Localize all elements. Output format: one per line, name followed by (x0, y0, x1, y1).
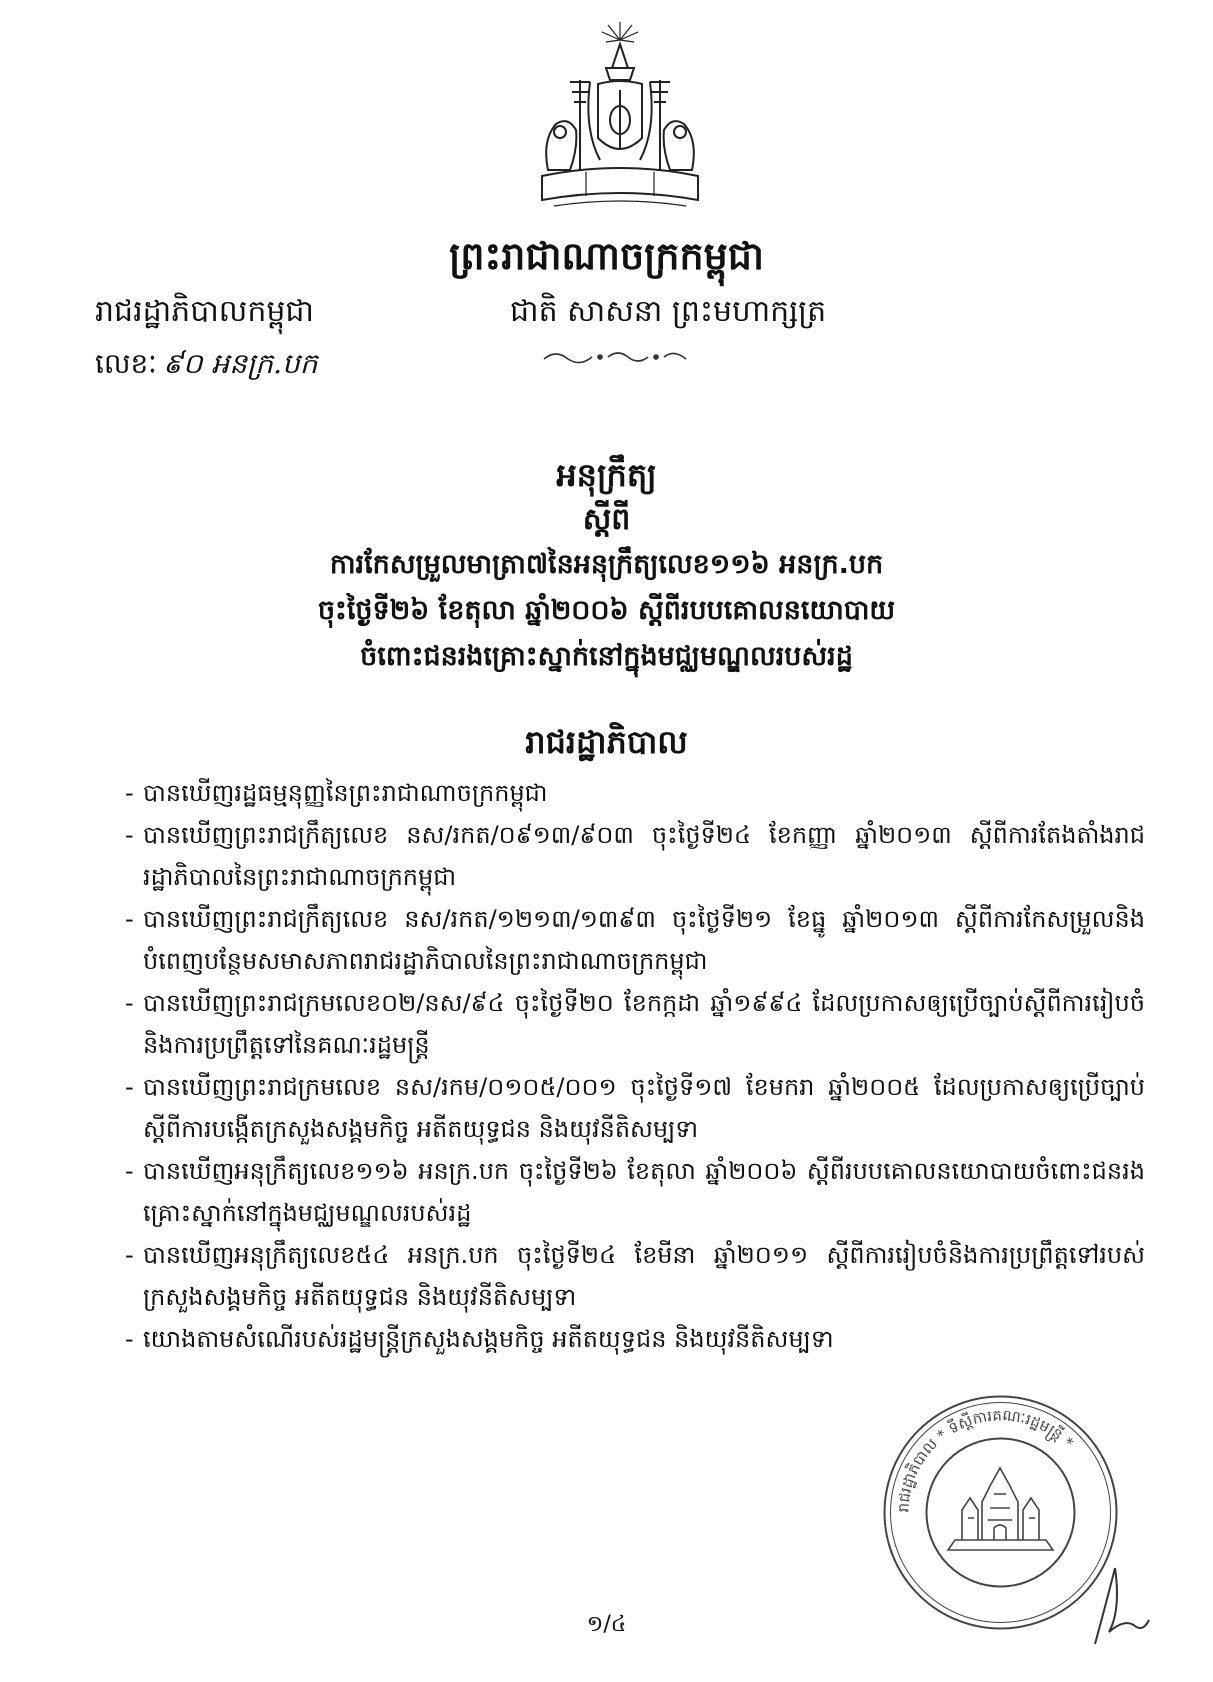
seal-ring-text: រាជរដ្ឋាភិបាល * ទីស្ដីការគណៈរដ្ឋមន្ត្រី * (894, 1405, 1077, 1513)
consideration-item: - បានឃើញអនុក្រឹត្យលេខ៥៤ អនក្រ.បក ចុះថ្ងៃទី២៤ ខែមីនា ឆ្នាំ២០១១ ស្ដីពីការរៀបចំនិងការប្រព្រឹត្តទៅរបស់ក្រសួងសង្គមកិច្ច អតីតយុទ្ធជន និងយុវនីតិសម្បទា (125, 1234, 1145, 1318)
consideration-item: - យោងតាមសំណើរបស់រដ្ឋមន្ត្រីក្រសួងសង្គមកិច្ច អតីតយុទ្ធជន និងយុវនីតិសម្បទា (125, 1318, 1145, 1360)
considerations-list (125, 772, 1145, 1360)
consideration-item: - បានឃើញព្រះរាជក្រឹត្យលេខ នស/រកត/១២១៣/១៣៩៣ ចុះថ្ងៃទី២១ ខែធ្នូ ឆ្នាំ២០១៣ ស្ដីពីការកែសម្រួលនិងបំពេញបន្ថែមសមាសភាពរាជរដ្ឋាភិបាលនៃព្រះរាជាណាចក្រកម្ពុជា (125, 898, 1145, 982)
decree-about: ស្ដីពី (582, 502, 631, 537)
government-heading: រាជរដ្ឋាភិបាល (525, 723, 688, 761)
decree-number-value: ៩០ អនក្រ.បក (162, 347, 318, 380)
decree-number (95, 346, 318, 387)
consideration-item: - បានឃើញព្រះរាជក្រឹត្យលេខ នស/រកត/០៩១៣/៩០៣ ចុះថ្ងៃទី២៤ ខែកញ្ញា ឆ្នាំ២០១៣ ស្ដីពីការតែងតាំងរាជរដ្ឋាភិបាលនៃព្រះរាជាណាចក្រកម្ពុជា (125, 814, 1145, 898)
consideration-item: - បានឃើញរដ្ឋធម្មនុញ្ញនៃព្រះរាជាណាចក្រកម្ពុជា (125, 772, 1145, 814)
consideration-item: - បានឃើញអនុក្រឹត្យលេខ១១៦ អនក្រ.បក ចុះថ្ងៃទី២៦ ខែតុលា ឆ្នាំ២០០៦ ស្ដីពីរបបគោលនយោបាយចំពោះជនរងគ្រោះស្នាក់នៅក្នុងមជ្ឈមណ្ឌលរបស់រដ្ឋ (125, 1150, 1145, 1234)
decree-heading (0, 452, 1213, 680)
national-motto: ជាតិ សាសនា ព្រះមហាក្សត្រ (510, 294, 827, 329)
kingdom-title: ព្រះរាជាណាចក្រកម្ពុជា (449, 234, 764, 278)
decree-subject-line: ចំពោះជនរងគ្រោះស្នាក់នៅក្នុងមជ្ឈមណ្ឌលរបស់រដ្ឋ (360, 641, 853, 672)
ornament-divider-icon (540, 345, 690, 369)
decree-number-label: លេខៈ (95, 347, 157, 380)
consideration-item: - បានឃើញព្រះរាជក្រមលេខ០២/នស/៩៤ ចុះថ្ងៃទី២០ ខែកក្កដា ឆ្នាំ១៩៩៤ ដែលប្រកាសឲ្យប្រើច្បាប់ស្ដីពីការរៀបចំនិងការប្រព្រឹត្តទៅនៃគណៈរដ្ឋមន្ត្រី (125, 982, 1145, 1066)
decree-subject-line: ការកែសម្រួលមាត្រា៧នៃអនុក្រឹត្យលេខ១១៦ អនក្រ.បក (329, 549, 884, 580)
decree-subject-line: ចុះថ្ងៃទី២៦ ខែតុលា ឆ្នាំ២០០៦ ស្ដីពីរបបគោលនយោបាយ (317, 595, 896, 626)
consideration-item: - បានឃើញព្រះរាជក្រមលេខ នស/រកម/០១០៥/០០១ ចុះថ្ងៃទី១៧ ខែមករា ឆ្នាំ២០០៥ ដែលប្រកាសឲ្យប្រើច្បាប់ស្ដីពីការបង្កើតក្រសួងសង្គមកិច្ច អតីតយុទ្ធជន និងយុវនីតិសម្បទា (125, 1066, 1145, 1150)
page-number: ១/៤ (586, 1612, 627, 1637)
svg-text:រាជរដ្ឋាភិបាល * ទីស្ដីការគណៈរដ (894, 1406, 1077, 1513)
decree-title: អនុក្រឹត្យ (556, 456, 657, 494)
royal-emblem-icon (520, 20, 720, 220)
government-name: រាជរដ្ឋាភិបាលកម្ពុជា (95, 294, 314, 329)
